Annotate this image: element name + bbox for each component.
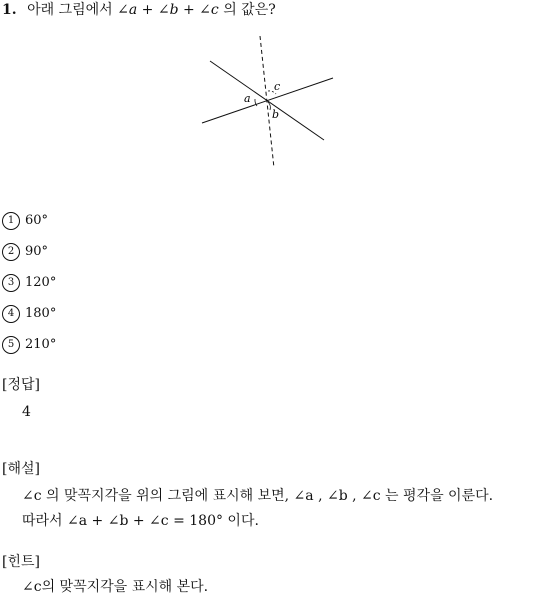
hint-label: [힌트] xyxy=(2,554,40,570)
answer-label: [정답] xyxy=(2,377,40,393)
choice-1[interactable] xyxy=(2,212,48,231)
choice-4[interactable] xyxy=(2,305,56,324)
question-number: 1. xyxy=(2,2,17,18)
label-c: c xyxy=(274,80,281,93)
choice-1-value: 60° xyxy=(25,213,49,228)
choice-4-mark: 4 xyxy=(2,305,20,323)
question-text-after: 의 값은? xyxy=(223,2,276,18)
angle-figure-svg xyxy=(196,30,336,172)
choice-5-mark: 5 xyxy=(2,336,20,354)
question-title xyxy=(2,0,276,20)
choice-2-mark: 2 xyxy=(2,243,20,261)
choice-2[interactable] xyxy=(2,243,48,262)
question-expression: ∠a + ∠b + ∠c xyxy=(117,2,219,18)
choice-3[interactable] xyxy=(2,274,56,293)
explanation-label: [해설] xyxy=(2,461,40,477)
label-b: b xyxy=(272,108,280,121)
explanation-line-1: ∠c 의 맞꼭지각을 위의 그림에 표시해 보면, ∠a , ∠b , ∠c 는 평각을 이룬다. xyxy=(22,488,494,504)
label-a: a xyxy=(244,92,251,105)
angle-arc-b xyxy=(268,102,270,110)
choice-5[interactable] xyxy=(2,336,56,355)
angle-figure xyxy=(196,30,336,172)
choice-3-mark: 3 xyxy=(2,274,20,292)
choice-2-value: 90° xyxy=(25,244,49,259)
answer-value: 4 xyxy=(22,404,31,420)
choice-5-value: 210° xyxy=(25,337,57,352)
explanation-line-2: 따라서 ∠a + ∠b + ∠c = 180° 이다. xyxy=(22,513,259,529)
choice-4-value: 180° xyxy=(25,306,57,321)
choice-1-mark: 1 xyxy=(2,212,20,230)
hint-line-1: ∠c의 맞꼭지각을 표시해 본다. xyxy=(22,579,209,595)
question-text-before: 아래 그림에서 xyxy=(27,2,113,18)
choice-3-value: 120° xyxy=(25,275,57,290)
line-2 xyxy=(202,78,333,123)
